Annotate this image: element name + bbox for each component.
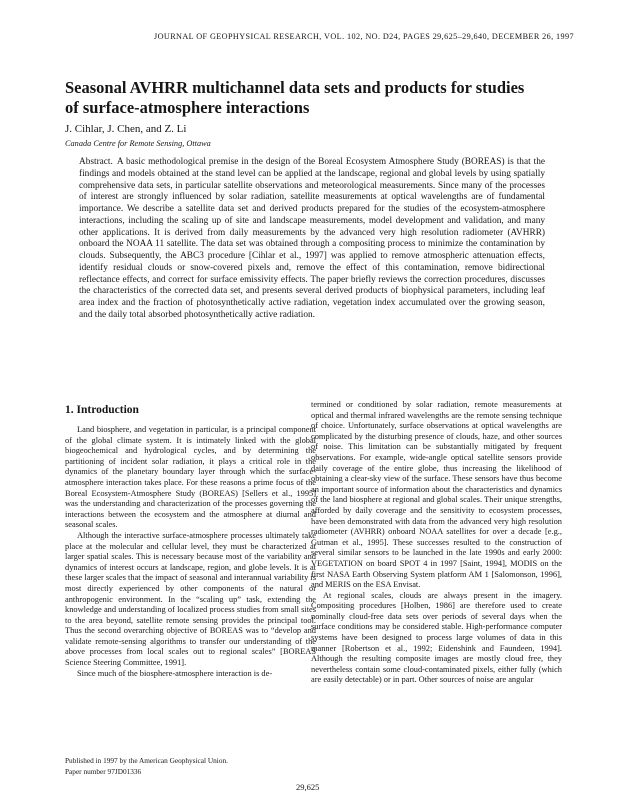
- footnote: [65, 755, 295, 777]
- paragraph: At regional scales, clouds are always present in the imagery. Compositing procedures [Holben, 1986] are therefore used to create nominally cloud-free data sets over periods of several days when the surface conditions may be considered stable. High-performance computer systems have been designed to process large volumes of data in this manner [Robertson et al., 1992; Eidenshink and Faundeen, 1994]. Although the resulting composite images are mostly cloud free, they nevertheless contain some cloud-contaminated pixels, either fully (which are easily detectable) or in part. Other sources of noise are angular: [311, 590, 562, 685]
- paragraph: Land biosphere, and vegetation in particular, is a principal component of the global climate system. It is intimately linked with the global biogeochemical and hydrological cycles, and by determining the partitioning of incident solar radiation, it plays a critical role in the dynamics of the planetary boundary layer through which the surface-atmosphere interaction takes place. For these reasons a prime focus of the Boreal Ecosystem-Atmosphere Study (BOREAS) [Sellers et al., 1995] was the understanding and characterization of the processes governing the interactions between the ecosystem and the atmosphere at diurnal and seasonal scales.: [65, 425, 316, 530]
- paragraph: Since much of the biosphere-atmosphere interaction is de-: [77, 668, 273, 678]
- left-column-body: [65, 425, 316, 679]
- abstract: [79, 157, 545, 322]
- paragraph: Although the interactive surface-atmosphere processes ultimately take place at the molecular and cellular level, they must be characterized at larger spatial scales. This is necessary because most of the variability and dynamics of interest occurs at landscape, region, and globe levels. It is at these larger scales that the impact of seasonal and interannual variability is most directly experienced by other components of the natural or anthropogenic environment. In the “scaling up” task, extending the knowledge and understanding of localized process studies from small sites to the area beyond, satellite remote sensing provides the principal tool. Thus the second overarching objective of BOREAS was to “develop and validate remote-sensing algorithms to transfer our understanding of the above processes from local scales out to regional scales” [BOREAS Science Steering Committee, 1991].: [65, 530, 316, 668]
- article-title: Seasonal AVHRR multichannel data sets and products for studies of surface-atmosphere interactions: [65, 78, 525, 117]
- footnote-line: Paper number 97JD01336: [65, 767, 142, 776]
- right-column: [311, 400, 562, 686]
- abstract-text: A basic methodological premise in the design of the Boreal Ecosystem Atmosphere Study (BOREAS) is that the findings and models obtained at the stand level can be applied at the landscape, regional and global levels by using spatially comprehensive data sets, in particular satellite observations and meteorological measurements. Since many of the processes of interest are strongly influenced by solar radiation, satellite measurements at optical wavelengths are of fundamental importance. We describe a satellite data set and derived products prepared for the studies of the ecosystem-atmosphere interactions, including the scaling up of site and landscape measurements, model development and validation, and many other applications. It is derived from daily measurements by the advanced very high resolution radiometer (AVHRR) onboard the NOAA 11 satellite. The data set was obtained through a compositing process to minimize the contamination by clouds. Subsequently, the ABC3 procedure [Cihlar et al., 1997] was applied to remove atmospheric attenuation effects, identify residual clouds or snow-covered pixels and, remove the effect of this contamination, remove bidirectional reflectance effects, and correct for surface emissivity effects. The paper briefly reviews the correction procedures, discusses the characteristics of the corrected data set, and presents several derived products of biophysical parameters, including leaf area index and the fraction of photosynthetically active radiation, vegetation index accumulated over the growing season, and the daily total absorbed photosynthetically active radiation.: [79, 157, 545, 320]
- article-authors: J. Cihlar, J. Chen, and Z. Li: [65, 123, 187, 135]
- left-column: [65, 402, 316, 679]
- running-head: JOURNAL OF GEOPHYSICAL RESEARCH, VOL. 102, NO. D24, PAGES 29,625–29,640, DECEMBER 26, 1997: [153, 32, 574, 41]
- paragraph: termined or conditioned by solar radiation, remote measurements at optical and thermal infrared wavelengths are the remote sensing technique of choice. Unfortunately, surface observations at optical wavelengths are complicated by the disturbing presence of clouds, haze, and other sources of noise. This limitation can be substantially mitigated by frequent observations. For example, wide-angle optical satellite sensors provide daily coverage of the entire globe, thus increasing the likelihood of obtaining a clear-sky view of the surface. These sensors have thus become an important source of information about the characteristics and dynamics of the land biosphere at regional and global scales. Their unique strengths, afforded by daily coverage and the sensitivity to ecosystem processes, have been demonstrated with data from the advanced very high resolution radiometer (AVHRR) onboard NOAA satellites for over a decade [e.g., Gutman et al., 1995]. These successes resulted to the construction of several similar sensors to be launched in the late 1990s and early 2000: VEGETATION on board SPOT 4 in 1997 [Saint, 1994], MODIS on the first NASA Earth Observing System platform AM 1 [Salomonson, 1996], and MERIS on the ESA Envisat.: [311, 400, 562, 590]
- author-affiliation: Canada Centre for Remote Sensing, Ottawa: [65, 139, 211, 148]
- page-number: 29,625: [296, 782, 320, 792]
- footnote-line: Published in 1997 by the American Geophysical Union.: [65, 756, 228, 765]
- abstract-label: Abstract.: [79, 157, 113, 167]
- section-heading: 1. Introduction: [65, 404, 139, 416]
